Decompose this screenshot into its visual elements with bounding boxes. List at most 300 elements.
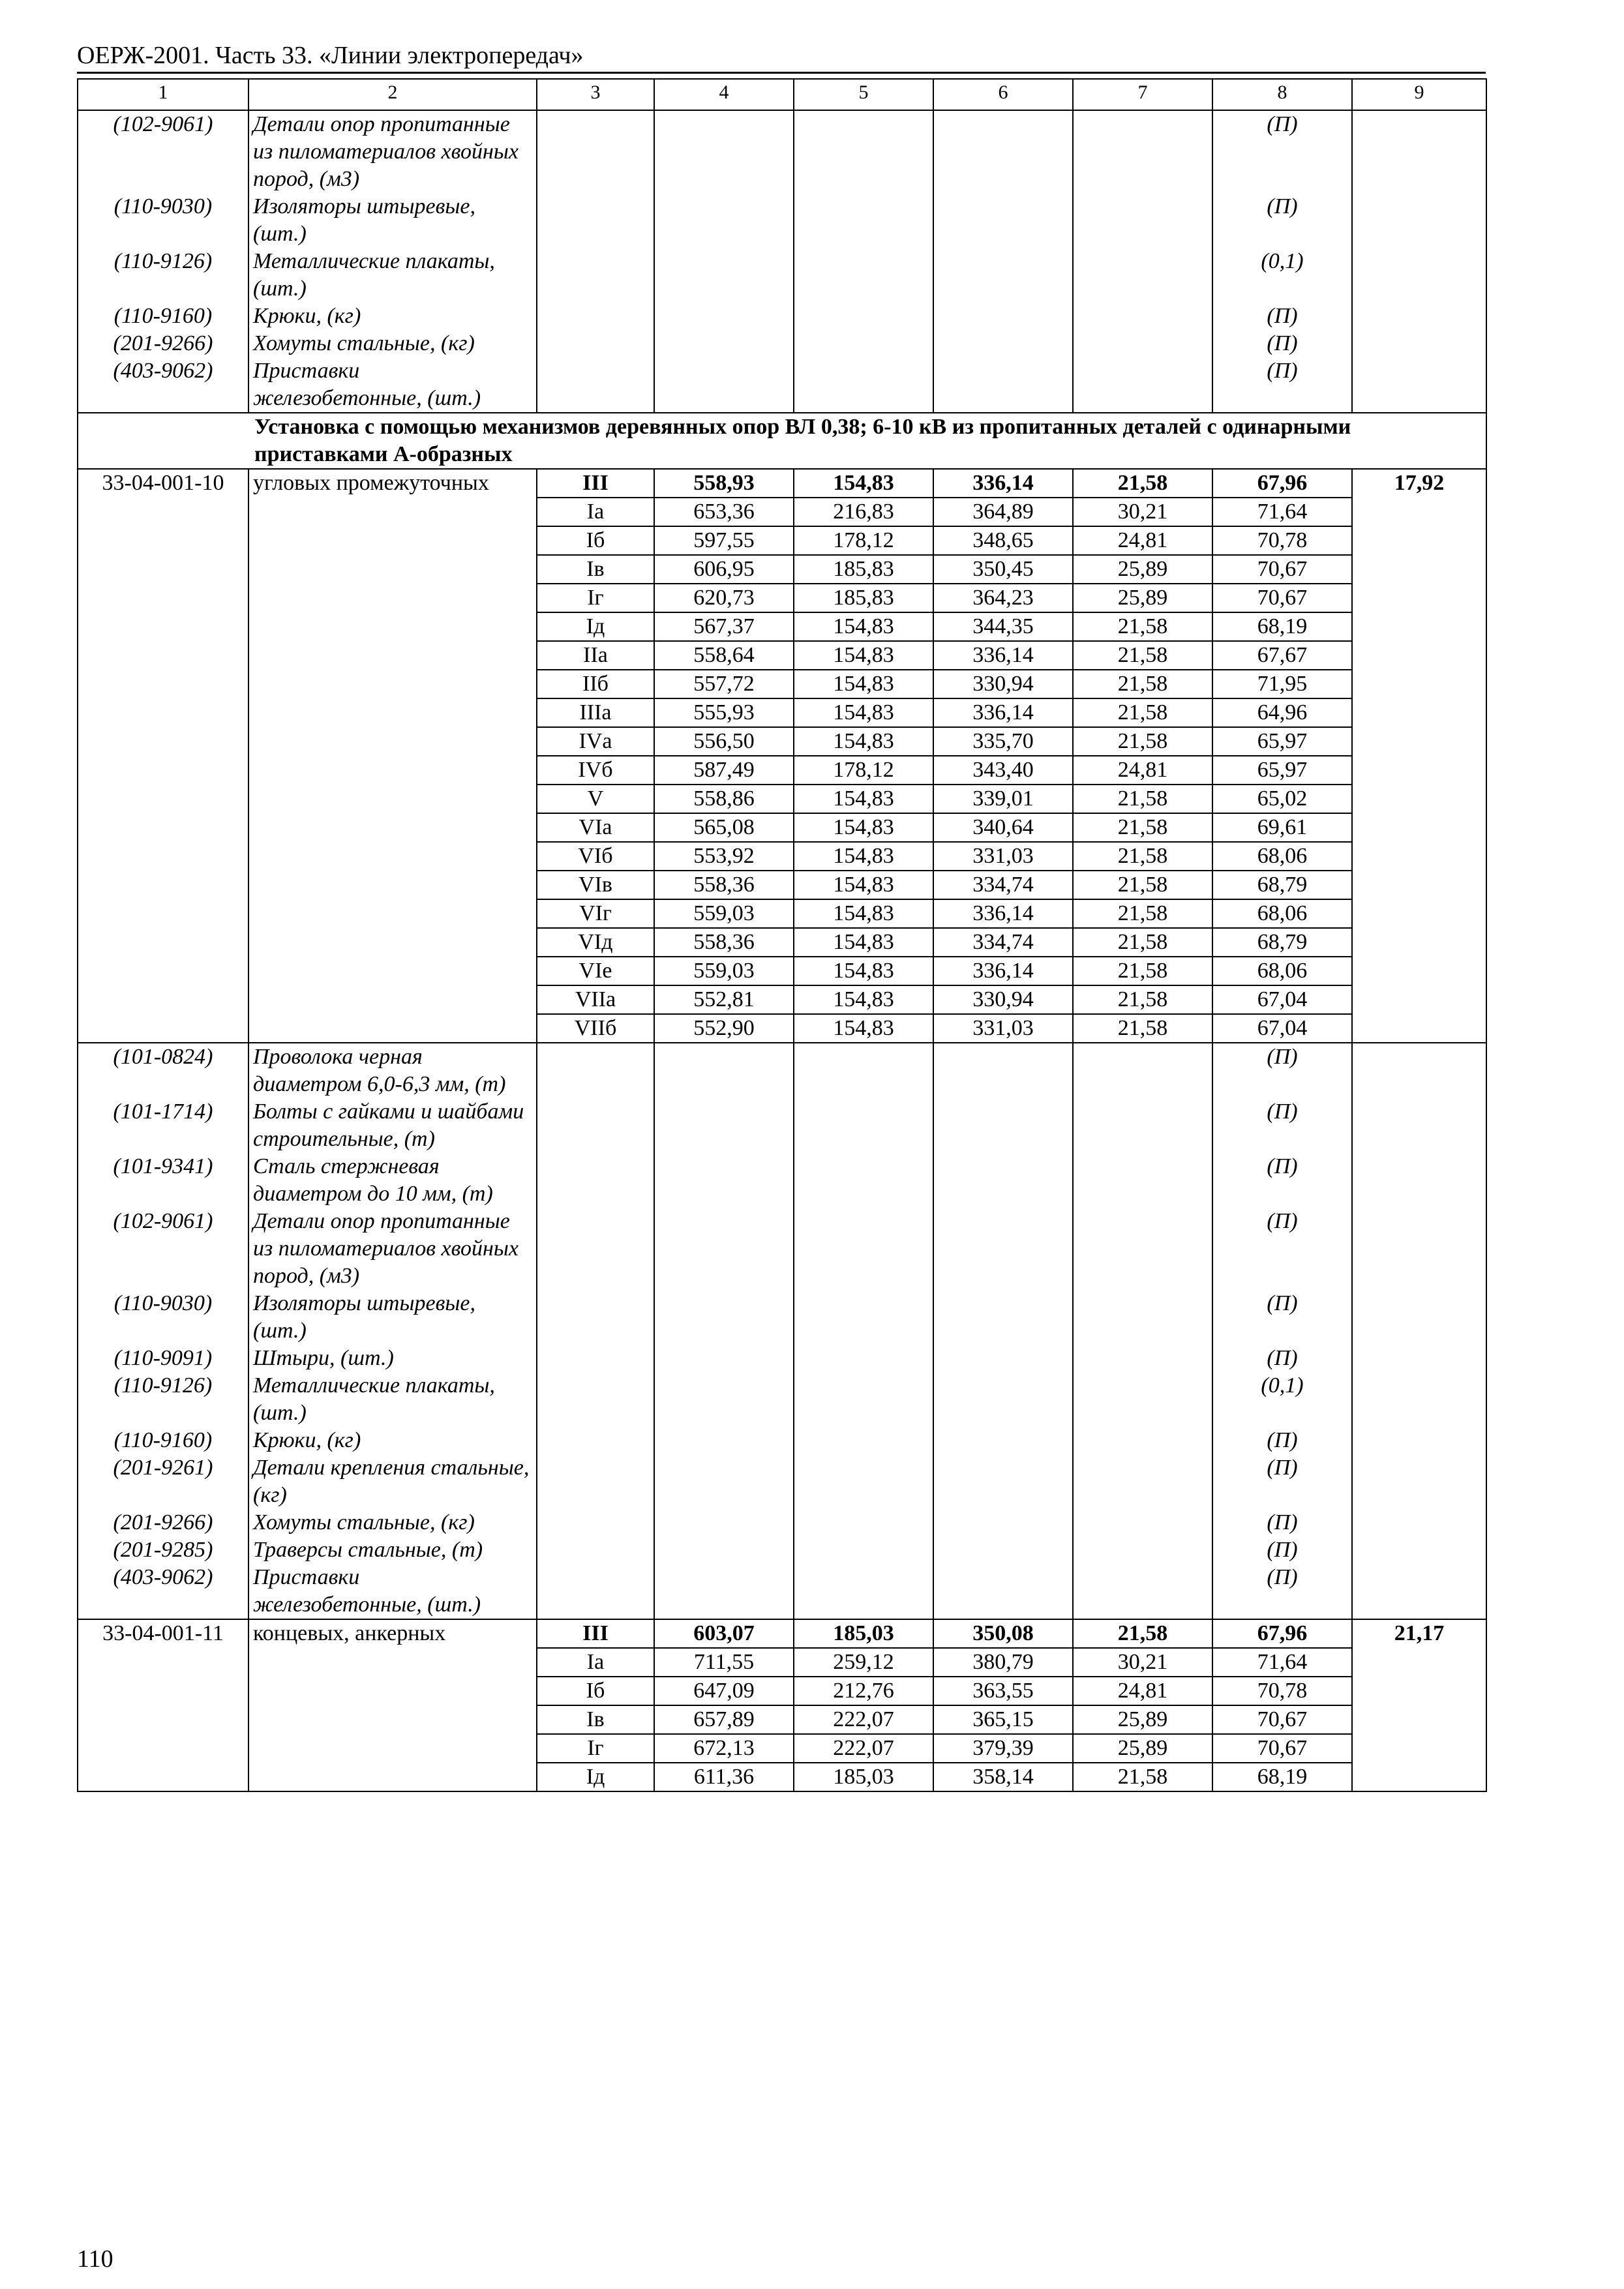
empty-cell [1352,899,1486,928]
resource-quantity: (П) [1212,1153,1352,1208]
resource-quantity: (П) [1212,1536,1352,1564]
empty-cell [933,1345,1073,1372]
resource-name: Металлические плакаты, (шт.) [248,248,537,303]
rate-row [78,498,1486,526]
empty-cell [1073,1454,1212,1509]
value-cell: 154,83 [794,813,933,842]
value-cell: 672,13 [654,1734,794,1763]
empty-cell [248,756,537,785]
empty-cell [248,813,537,842]
value-cell: 154,83 [794,985,933,1014]
empty-cell [248,526,537,555]
value-cell: 25,89 [1073,584,1212,612]
value-cell: 154,83 [794,871,933,899]
empty-cell [794,1043,933,1098]
zone-cell: Iд [537,1763,654,1791]
empty-cell [78,756,248,785]
value-cell: 363,55 [933,1677,1073,1705]
resource-quantity: (П) [1212,1427,1352,1454]
empty-cell [794,357,933,413]
rate-row [78,1734,1486,1763]
resource-row [78,1345,1486,1372]
empty-cell [78,1763,248,1791]
rate-row [78,871,1486,899]
empty-cell [248,785,537,813]
value-cell: 68,06 [1212,899,1352,928]
empty-cell [78,785,248,813]
empty-cell [1352,357,1486,413]
empty-cell [248,957,537,985]
rate-row [78,698,1486,727]
empty-cell [1352,555,1486,584]
value-cell: 21,58 [1073,871,1212,899]
rate-row [78,670,1486,698]
rate-row [78,985,1486,1014]
zone-cell: IIа [537,641,654,670]
resource-code: (201-9266) [78,1509,248,1536]
empty-cell [1352,330,1486,357]
zone-cell: Iа [537,498,654,526]
empty-cell [654,1208,794,1290]
empty-cell [78,584,248,612]
value-cell: 336,14 [933,469,1073,498]
empty-cell [537,193,654,248]
empty-cell [1073,1290,1212,1345]
value-cell: 336,14 [933,641,1073,670]
zone-cell: VIе [537,957,654,985]
empty-cell [248,1648,537,1677]
empty-cell [1352,871,1486,899]
empty-cell [1073,1345,1212,1372]
rate-row [78,813,1486,842]
resource-row [78,1427,1486,1454]
resource-code: (110-9030) [78,193,248,248]
rate-row [78,641,1486,670]
rate-name: угловых промежуточных [248,469,537,498]
empty-cell [794,1372,933,1427]
value-cell: 24,81 [1073,756,1212,785]
empty-cell [1352,957,1486,985]
value-cell: 21,58 [1073,813,1212,842]
empty-cell [1352,1208,1486,1290]
empty-cell [1352,110,1486,193]
empty-cell [1073,193,1212,248]
value-cell: 21,58 [1073,928,1212,957]
empty-cell [794,330,933,357]
resource-quantity: (П) [1212,1345,1352,1372]
empty-cell [933,248,1073,303]
value-cell: 259,12 [794,1648,933,1677]
empty-cell [248,555,537,584]
value-cell: 68,06 [1212,957,1352,985]
empty-cell [654,248,794,303]
value-cell: 154,83 [794,899,933,928]
empty-cell [248,928,537,957]
empty-cell [1352,813,1486,842]
resource-quantity: (0,1) [1212,1372,1352,1427]
empty-cell [933,1536,1073,1564]
value-cell: 68,06 [1212,842,1352,871]
column-number: 9 [1352,79,1486,110]
zone-cell: VIг [537,899,654,928]
value-cell: 70,67 [1212,555,1352,584]
empty-cell [794,193,933,248]
empty-cell [1352,1509,1486,1536]
value-cell: 154,83 [794,698,933,727]
value-cell: 65,97 [1212,756,1352,785]
empty-cell [1352,698,1486,727]
empty-cell [78,612,248,641]
value-cell: 25,89 [1073,1734,1212,1763]
empty-cell [1352,670,1486,698]
zone-cell: IVб [537,756,654,785]
empty-cell [537,1564,654,1619]
value-cell: 178,12 [794,526,933,555]
value-cell: 606,95 [654,555,794,584]
resource-row [78,1564,1486,1619]
value-cell: 71,64 [1212,1648,1352,1677]
value-cell: 154,83 [794,842,933,871]
value-cell: 364,89 [933,498,1073,526]
empty-cell [248,1734,537,1763]
resource-name: Изоляторы штыревые, (шт.) [248,1290,537,1345]
value-cell: 557,72 [654,670,794,698]
empty-cell [933,1372,1073,1427]
resource-name: Детали опор пропитанные из пиломатериалов хвойных пород, (м3) [248,110,537,193]
empty-cell [1352,1014,1486,1043]
value-cell: 556,50 [654,727,794,756]
value-cell: 216,83 [794,498,933,526]
empty-cell [78,727,248,756]
resource-code: (102-9061) [78,1208,248,1290]
value-cell: 339,01 [933,785,1073,813]
value-cell: 30,21 [1073,498,1212,526]
rate-row [78,1677,1486,1705]
value-cell: 653,36 [654,498,794,526]
value-cell: 559,03 [654,899,794,928]
resource-row [78,110,1486,193]
empty-cell [248,1677,537,1705]
value-cell: 21,58 [1073,1619,1212,1648]
empty-cell [537,110,654,193]
resource-code: (101-9341) [78,1153,248,1208]
value-cell: 67,96 [1212,1619,1352,1648]
resource-quantity: (П) [1212,357,1352,413]
empty-cell [654,1509,794,1536]
empty-cell [1073,1509,1212,1536]
empty-cell [933,330,1073,357]
resource-name: Хомуты стальные, (кг) [248,330,537,357]
empty-cell [1073,1098,1212,1153]
value-cell: 330,94 [933,985,1073,1014]
value-cell: 620,73 [654,584,794,612]
resource-quantity: (П) [1212,1454,1352,1509]
value-cell: 334,74 [933,928,1073,957]
value-cell: 30,21 [1073,1648,1212,1677]
empty-cell [794,248,933,303]
empty-cell [537,303,654,330]
value-cell: 336,14 [933,957,1073,985]
empty-cell [654,303,794,330]
value-cell: 154,83 [794,957,933,985]
empty-cell [933,1454,1073,1509]
empty-cell [248,1014,537,1043]
column-number: 1 [78,79,248,110]
rate-row [78,727,1486,756]
empty-cell [1073,110,1212,193]
resource-row [78,1372,1486,1427]
empty-cell [933,193,1073,248]
resource-row [78,248,1486,303]
empty-cell [654,357,794,413]
resource-name: Металлические плакаты, (шт.) [248,1372,537,1427]
value-cell: 70,67 [1212,1705,1352,1734]
zone-cell: Iг [537,1734,654,1763]
resource-name: Болты с гайками и шайбами строительные, (т) [248,1098,537,1153]
value-cell: 331,03 [933,842,1073,871]
value-cell: 21,58 [1073,698,1212,727]
value-cell: 154,83 [794,641,933,670]
resource-name: Приставки железобетонные, (шт.) [248,1564,537,1619]
empty-cell [933,110,1073,193]
value-cell: 565,08 [654,813,794,842]
empty-cell [1073,330,1212,357]
value-cell: 21,58 [1073,670,1212,698]
empty-cell [1352,1677,1486,1705]
empty-cell [654,330,794,357]
resource-quantity: (П) [1212,1290,1352,1345]
empty-cell [1073,1153,1212,1208]
empty-cell [1352,1098,1486,1153]
resource-row [78,1290,1486,1345]
value-cell: 71,64 [1212,498,1352,526]
value-cell: 67,67 [1212,641,1352,670]
empty-cell [1073,1564,1212,1619]
value-cell: 178,12 [794,756,933,785]
empty-cell [933,1043,1073,1098]
value-cell: 553,92 [654,842,794,871]
header-rule [77,72,1486,74]
zone-cell: III [537,1619,654,1648]
column-number: 4 [654,79,794,110]
empty-cell [933,1564,1073,1619]
empty-cell [248,727,537,756]
empty-cell [537,1345,654,1372]
rate-row [78,957,1486,985]
empty-cell [933,1509,1073,1536]
empty-cell [1352,498,1486,526]
empty-cell [1352,1043,1486,1098]
empty-cell [654,1043,794,1098]
empty-cell [933,1427,1073,1454]
empty-cell [78,928,248,957]
empty-cell [1352,303,1486,330]
resource-name: Детали опор пропитанные из пиломатериалов хвойных пород, (м3) [248,1208,537,1290]
empty-cell [537,1536,654,1564]
empty-cell [78,957,248,985]
value-cell: 330,94 [933,670,1073,698]
rate-row [78,1014,1486,1043]
resource-row [78,1153,1486,1208]
value-cell: 343,40 [933,756,1073,785]
empty-cell [794,1564,933,1619]
empty-cell [78,555,248,584]
value-cell: 70,67 [1212,584,1352,612]
resource-code: (101-0824) [78,1043,248,1098]
zone-cell: VIIб [537,1014,654,1043]
resource-code: (110-9126) [78,248,248,303]
empty-cell [537,1098,654,1153]
resource-quantity: (П) [1212,1098,1352,1153]
empty-cell [1352,641,1486,670]
empty-cell [1352,1290,1486,1345]
column-number: 6 [933,79,1073,110]
value-cell: 21,58 [1073,1014,1212,1043]
value-cell: 70,78 [1212,1677,1352,1705]
value-cell: 154,83 [794,928,933,957]
resource-quantity: (П) [1212,330,1352,357]
value-cell: 340,64 [933,813,1073,842]
empty-cell [78,498,248,526]
empty-cell [537,1372,654,1427]
resource-row [78,1509,1486,1536]
zone-cell: IIб [537,670,654,698]
resource-row [78,357,1486,413]
value-cell: 647,09 [654,1677,794,1705]
col9-value: 17,92 [1352,469,1486,498]
page-number: 110 [77,2245,113,2273]
empty-cell [78,985,248,1014]
column-number: 5 [794,79,933,110]
resource-quantity: (0,1) [1212,248,1352,303]
value-cell: 21,58 [1073,727,1212,756]
value-cell: 552,81 [654,985,794,1014]
resource-row [78,1454,1486,1509]
empty-cell [1352,928,1486,957]
value-cell: 212,76 [794,1677,933,1705]
zone-cell: V [537,785,654,813]
rate-row [78,899,1486,928]
resource-code: (110-9160) [78,1427,248,1454]
empty-cell [248,498,537,526]
empty-cell [1352,785,1486,813]
empty-cell [794,1454,933,1509]
resource-row [78,330,1486,357]
value-cell: 185,03 [794,1619,933,1648]
empty-cell [1073,1372,1212,1427]
value-cell: 21,58 [1073,957,1212,985]
value-cell: 154,83 [794,670,933,698]
value-cell: 657,89 [654,1705,794,1734]
empty-cell [78,871,248,899]
empty-cell [1073,248,1212,303]
empty-cell [1352,1454,1486,1509]
empty-cell [248,1705,537,1734]
value-cell: 71,95 [1212,670,1352,698]
resource-name: Изоляторы штыревые, (шт.) [248,193,537,248]
empty-cell [794,1509,933,1536]
zone-cell: VIв [537,871,654,899]
value-cell: 21,58 [1073,1763,1212,1791]
resource-quantity: (П) [1212,1208,1352,1290]
rates-table [77,78,1487,1792]
value-cell: 21,58 [1073,899,1212,928]
table-body [78,79,1486,1791]
rate-row [78,555,1486,584]
empty-cell [78,698,248,727]
value-cell: 559,03 [654,957,794,985]
resource-name: Детали крепления стальные, (кг) [248,1454,537,1509]
value-cell: 558,64 [654,641,794,670]
value-cell: 25,89 [1073,1705,1212,1734]
empty-cell [654,1427,794,1454]
empty-cell [248,1763,537,1791]
rate-code: 33-04-001-10 [78,469,248,498]
empty-cell [794,1536,933,1564]
zone-cell: VIб [537,842,654,871]
empty-cell [248,670,537,698]
empty-cell [1352,985,1486,1014]
empty-cell [933,1153,1073,1208]
resource-code: (101-1714) [78,1098,248,1153]
value-cell: 348,65 [933,526,1073,555]
empty-cell [654,110,794,193]
value-cell: 350,08 [933,1619,1073,1648]
value-cell: 558,36 [654,871,794,899]
value-cell: 222,07 [794,1705,933,1734]
resource-code: (110-9030) [78,1290,248,1345]
resource-name: Траверсы стальные, (т) [248,1536,537,1564]
rate-row [78,612,1486,641]
value-cell: 68,79 [1212,871,1352,899]
value-cell: 65,02 [1212,785,1352,813]
value-cell: 336,14 [933,899,1073,928]
resource-row [78,193,1486,248]
value-cell: 69,61 [1212,813,1352,842]
resource-name: Штыри, (шт.) [248,1345,537,1372]
empty-cell [78,899,248,928]
empty-cell [1352,584,1486,612]
empty-cell [1073,357,1212,413]
resource-code: (110-9091) [78,1345,248,1372]
zone-cell: VIIа [537,985,654,1014]
value-cell: 25,89 [1073,555,1212,584]
zone-cell: IIIа [537,698,654,727]
empty-cell [1352,1153,1486,1208]
empty-cell [78,842,248,871]
resource-quantity: (П) [1212,1564,1352,1619]
value-cell: 379,39 [933,1734,1073,1763]
value-cell: 67,04 [1212,1014,1352,1043]
value-cell: 24,81 [1073,526,1212,555]
empty-cell [1352,1345,1486,1372]
column-number: 3 [537,79,654,110]
empty-cell [78,670,248,698]
empty-cell [1073,1536,1212,1564]
value-cell: 611,36 [654,1763,794,1791]
resource-quantity: (П) [1212,110,1352,193]
value-cell: 154,83 [794,469,933,498]
empty-cell [654,1153,794,1208]
value-cell: 334,74 [933,871,1073,899]
zone-cell: Iб [537,526,654,555]
empty-cell [1352,248,1486,303]
empty-cell [248,899,537,928]
empty-cell [1073,303,1212,330]
empty-cell [537,1043,654,1098]
value-cell: 24,81 [1073,1677,1212,1705]
empty-cell [537,1290,654,1345]
